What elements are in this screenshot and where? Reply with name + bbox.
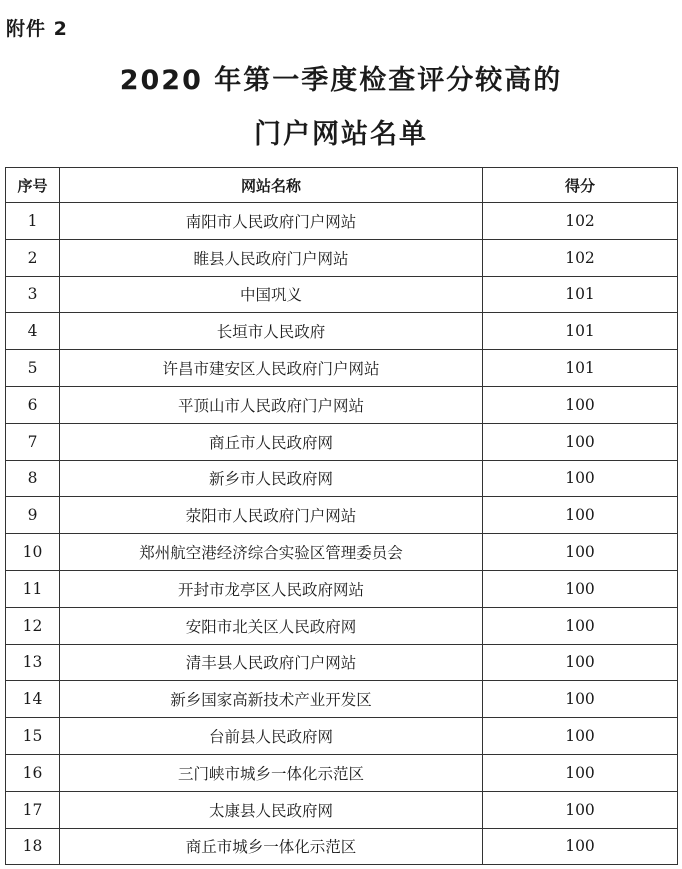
row-index: 16 (6, 754, 60, 791)
row-score: 100 (483, 718, 678, 755)
row-website-name: 新乡市人民政府网 (60, 460, 483, 497)
row-index: 18 (6, 828, 60, 865)
table-header-row (6, 168, 678, 203)
row-index: 2 (6, 239, 60, 276)
row-index: 3 (6, 276, 60, 313)
row-website-name: 平顶山市人民政府门户网站 (60, 386, 483, 423)
row-index: 13 (6, 644, 60, 681)
table-row (6, 423, 678, 460)
document-title-line-2: 门户网站名单 (254, 119, 428, 150)
row-score: 100 (483, 607, 678, 644)
row-score: 100 (483, 681, 678, 718)
row-website-name: 新乡国家高新技术产业开发区 (60, 681, 483, 718)
row-website-name: 台前县人民政府网 (60, 718, 483, 755)
table-body (6, 203, 678, 865)
row-website-name: 三门峡市城乡一体化示范区 (60, 754, 483, 791)
row-index: 15 (6, 718, 60, 755)
table-row (6, 828, 678, 865)
attachment-label: 附件 2 (6, 18, 68, 40)
table-row (6, 239, 678, 276)
row-score: 101 (483, 276, 678, 313)
row-score: 101 (483, 313, 678, 350)
document-title-line-1: 2020 年第一季度检查评分较高的 (119, 65, 563, 96)
header-website-name: 网站名称 (60, 168, 483, 203)
row-index: 8 (6, 460, 60, 497)
row-index: 9 (6, 497, 60, 534)
row-index: 5 (6, 350, 60, 387)
table-row (6, 754, 678, 791)
row-score: 100 (483, 828, 678, 865)
row-website-name: 太康县人民政府网 (60, 791, 483, 828)
table-row (6, 350, 678, 387)
row-index: 6 (6, 386, 60, 423)
row-index: 10 (6, 534, 60, 571)
row-score: 100 (483, 534, 678, 571)
row-website-name: 中国巩义 (60, 276, 483, 313)
row-score: 100 (483, 570, 678, 607)
row-index: 1 (6, 203, 60, 240)
table-row (6, 644, 678, 681)
table-row (6, 313, 678, 350)
row-score: 100 (483, 497, 678, 534)
row-website-name: 南阳市人民政府门户网站 (60, 203, 483, 240)
row-index: 4 (6, 313, 60, 350)
row-website-name: 商丘市城乡一体化示范区 (60, 828, 483, 865)
row-index: 17 (6, 791, 60, 828)
table-row (6, 386, 678, 423)
row-score: 100 (483, 460, 678, 497)
row-website-name: 睢县人民政府门户网站 (60, 239, 483, 276)
row-score: 100 (483, 423, 678, 460)
row-score: 101 (483, 350, 678, 387)
row-score: 100 (483, 791, 678, 828)
header-score: 得分 (483, 168, 678, 203)
table-row (6, 570, 678, 607)
row-website-name: 开封市龙亭区人民政府网站 (60, 570, 483, 607)
header-index: 序号 (6, 168, 60, 203)
row-index: 12 (6, 607, 60, 644)
row-website-name: 商丘市人民政府网 (60, 423, 483, 460)
website-score-table (5, 167, 678, 865)
row-website-name: 长垣市人民政府 (60, 313, 483, 350)
table-row (6, 681, 678, 718)
row-website-name: 荥阳市人民政府门户网站 (60, 497, 483, 534)
row-score: 100 (483, 754, 678, 791)
table-row (6, 718, 678, 755)
table-row (6, 607, 678, 644)
row-score: 100 (483, 644, 678, 681)
row-website-name: 郑州航空港经济综合实验区管理委员会 (60, 534, 483, 571)
row-index: 7 (6, 423, 60, 460)
row-website-name: 安阳市北关区人民政府网 (60, 607, 483, 644)
row-score: 102 (483, 203, 678, 240)
table-row (6, 276, 678, 313)
table-row (6, 791, 678, 828)
row-index: 14 (6, 681, 60, 718)
table-row (6, 203, 678, 240)
row-website-name: 清丰县人民政府门户网站 (60, 644, 483, 681)
row-index: 11 (6, 570, 60, 607)
table-row (6, 460, 678, 497)
row-score: 100 (483, 386, 678, 423)
row-score: 102 (483, 239, 678, 276)
table-row (6, 497, 678, 534)
row-website-name: 许昌市建安区人民政府门户网站 (60, 350, 483, 387)
table-row (6, 534, 678, 571)
